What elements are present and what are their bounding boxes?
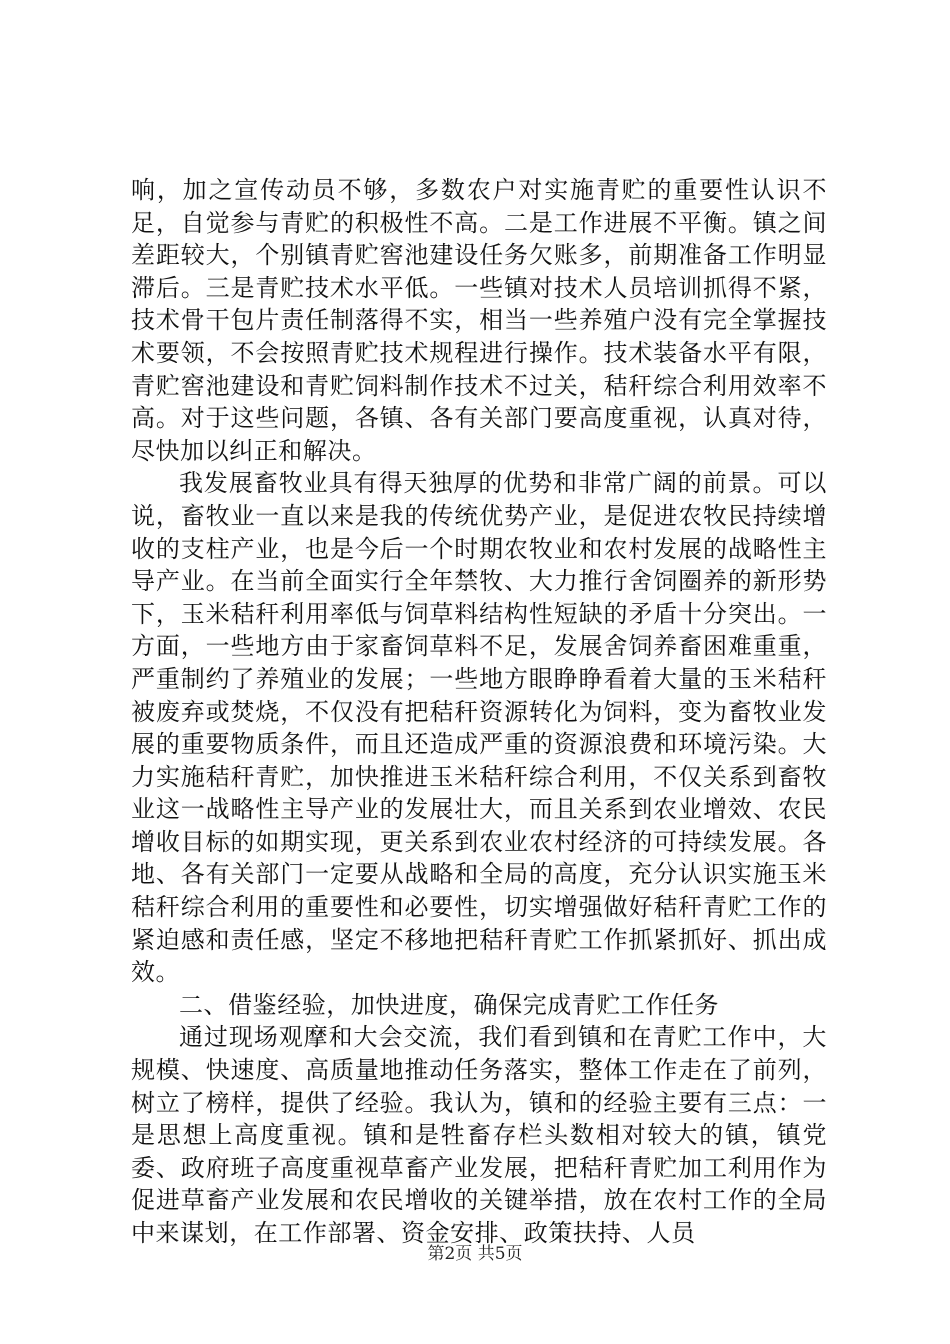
paragraph-livestock-prospects: 我发展畜牧业具有得天独厚的优势和非常广阔的前景。可以说，畜牧业一直以来是我的传统优势产业，是促进农牧民持续增收的支柱产业，也是今后一个时期农牧业和农村发展的战略性主导产业。在当前全面实行全年禁牧、大力推行舍饲圈养的新形势下，玉米秸秆利用率低与饲草料结构性短缺的矛盾十分突出。一方面，一些地方由于家畜饲草料不足，发展舍饲养畜困难重重，严重制约了养殖业的发展；一些地方眼睁睁看着大量的玉米秸秆被废弃或焚烧，不仅没有把秸秆资源转化为饲料，变为畜牧业发展的重要物质条件，而且还造成严重的资源浪费和环境污染。大力实施秸秆青贮，加快推进玉米秸秆综合利用，不仅关系到畜牧业这一战略性主导产业的发展壮大，而且关系到农业增效、农民增收目标的如期实现，更关系到农业农村经济的可持续发展。各地、各有关部门一定要从战略和全局的高度，充分认识实施玉米秸秆综合利用的重要性和必要性，切实增强做好秸秆青贮工作的紧迫感和责任感，坚定不移地把秸秆青贮工作抓紧抓好、抓出成效。: [131, 469, 827, 987]
paragraph-experience: 通过现场观摩和大会交流，我们看到镇和在青贮工作中，大规模、快速度、高质量地推动任务落实，整体工作走在了前列，树立了榜样，提供了经验。我认为，镇和的经验主要有三点：一是思想上高度重视。镇和是牲畜存栏头数相对较大的镇，镇党委、政府班子高度重视草畜产业发展，把秸秆青贮加工利用作为促进草畜产业发展和农民增收的关键举措，放在农村工作的全局中来谋划，在工作部署、资金安排、政策扶持、人员: [131, 1023, 827, 1247]
section-heading-two: 二、借鉴经验，加快进度，确保完成青贮工作任务: [179, 990, 720, 1019]
paragraph-continuation: 响，加之宣传动员不够，多数农户对实施青贮的重要性认识不足，自觉参与青贮的积极性不高。二是工作进展不平衡。镇之间差距较大，个别镇青贮窖池建设任务欠账多，前期准备工作明显滞后。三是青贮技术水平低。一些镇对技术人员培训抓得不紧，技术骨干包片责任制落得不实，相当一些养殖户没有完全掌握技术要领，不会按照青贮技术规程进行操作。技术装备水平有限，青贮窖池建设和青贮饲料制作技术不过关，秸秆综合利用效率不高。对于这些问题，各镇、各有关部门要高度重视，认真对待，尽快加以纠正和解决。: [131, 176, 827, 465]
page-footer: 第2页 共5页: [427, 1244, 523, 1264]
document-body: [131, 174, 827, 1250]
